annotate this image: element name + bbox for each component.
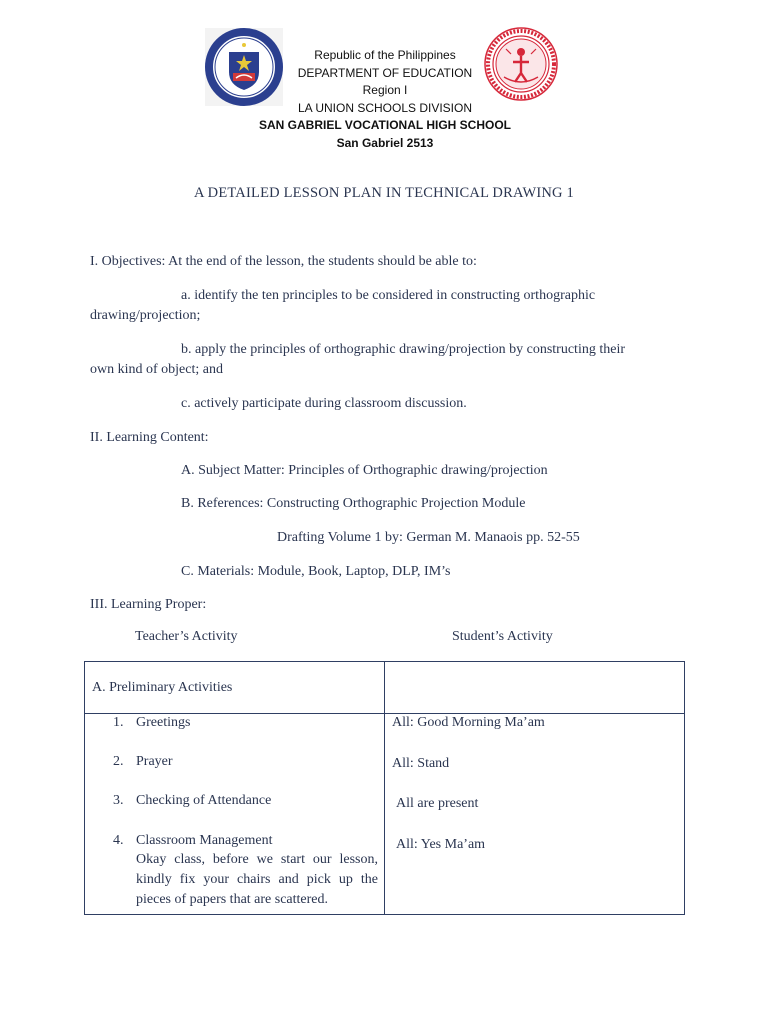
list-item-prayer: Prayer: [136, 754, 173, 769]
content-heading: II. Learning Content:: [90, 430, 209, 445]
table-cell: [85, 662, 385, 714]
table-cell: [85, 714, 385, 915]
response-greetings: All: Good Morning Ma’am: [392, 715, 545, 730]
list-item-attendance: Checking of Attendance: [136, 793, 272, 808]
objective-b-line1: b. apply the principles of orthographic drawing/projection by constructing their: [181, 342, 625, 357]
classroom-management-text: Okay class, before we start our lesson, kindly fix your chairs and pick up the pieces of papers that are scattered.: [136, 852, 378, 907]
content-references-cont: Drafting Volume 1 by: German M. Manaois pp. 52-55: [277, 530, 580, 545]
teacher-activity-list: [85, 714, 384, 914]
preliminary-activities-label: A. Preliminary Activities: [92, 680, 233, 695]
list-item-greetings: Greetings: [136, 715, 191, 730]
teacher-activity-heading: Teacher’s Activity: [135, 629, 238, 644]
objectives-heading: I. Objectives: At the end of the lesson, the students should be able to:: [90, 254, 477, 269]
content-subject-matter: A. Subject Matter: Principles of Orthographic drawing/projection: [181, 463, 548, 478]
content-materials: C. Materials: Module, Book, Laptop, DLP, IM’s: [181, 564, 451, 579]
response-prayer: All: Stand: [392, 756, 450, 771]
table-cell: [385, 714, 685, 915]
letterhead-school: SAN GABRIEL VOCATIONAL HIGH SCHOOL: [258, 118, 511, 132]
letterhead-region: Region I: [362, 83, 408, 97]
letterhead-address: San Gabriel 2513: [336, 135, 434, 150]
letterhead-department: DEPARTMENT OF EDUCATION: [297, 65, 473, 80]
list-item-number: 4.: [113, 833, 124, 848]
table-row: [85, 662, 685, 714]
table-cell: [385, 662, 685, 714]
list-item-number: 2.: [113, 754, 124, 769]
objective-a-line2: drawing/projection;: [90, 308, 201, 323]
letterhead-division: LA UNION SCHOOLS DIVISION: [297, 100, 473, 115]
list-item-number: 1.: [113, 715, 124, 730]
letterhead: [230, 47, 540, 152]
proper-heading: III. Learning Proper:: [90, 597, 207, 612]
activity-table: [84, 661, 685, 915]
student-activity-heading: Student’s Activity: [452, 629, 553, 644]
response-classroom-management: All: Yes Ma’am: [396, 837, 486, 852]
student-activity-list: [385, 714, 684, 914]
content-references: B. References: Constructing Orthographic Projection Module: [181, 496, 526, 511]
list-item-classroom-management: Classroom Management: [136, 833, 273, 848]
objective-a-line1: a. identify the ten principles to be considered in constructing orthographic: [181, 288, 596, 303]
table-row: [85, 714, 685, 915]
objective-b-line2: own kind of object; and: [90, 362, 223, 377]
response-attendance: All are present: [396, 796, 479, 811]
objective-c: c. actively participate during classroom discussion.: [181, 396, 467, 411]
list-item-number: 3.: [113, 793, 124, 808]
letterhead-republic: Republic of the Philippines: [314, 48, 456, 62]
document-title: A DETAILED LESSON PLAN IN TECHNICAL DRAWING 1: [193, 185, 575, 201]
